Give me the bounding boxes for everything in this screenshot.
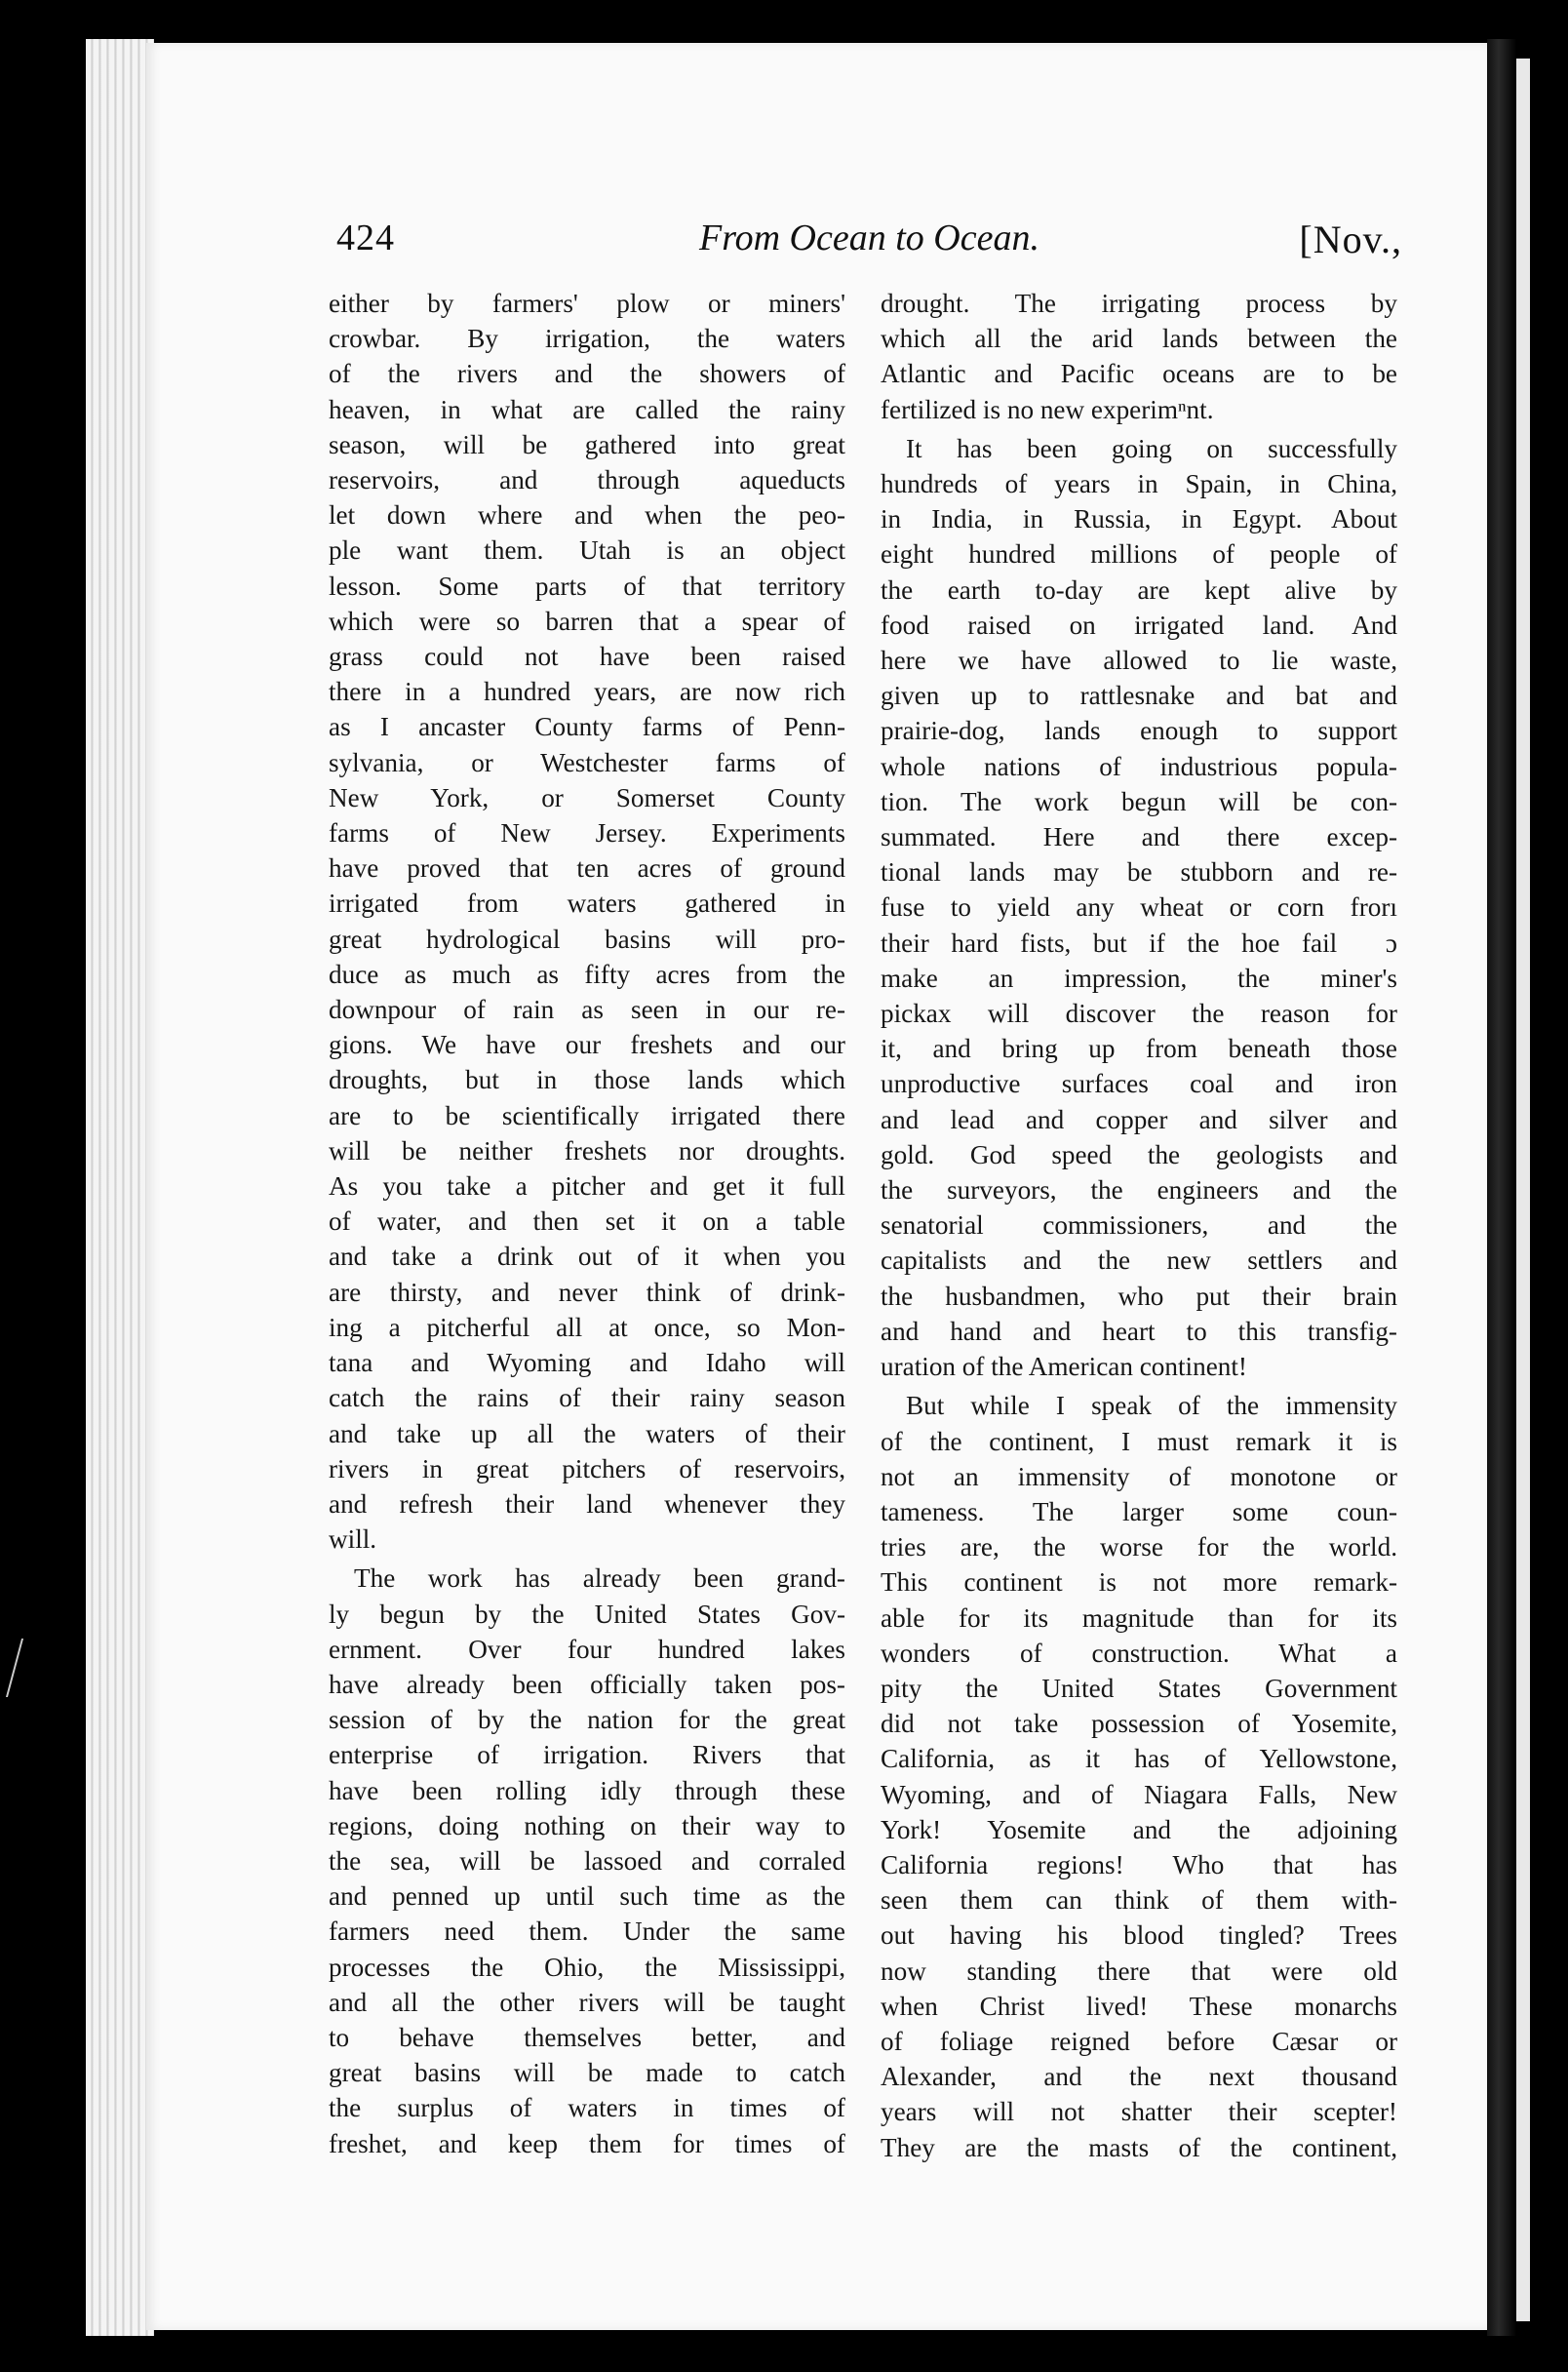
paragraph-start-line: But while I speak of the immensity — [906, 1391, 1397, 1421]
text-line: hundreds of years in Spain, in China, — [881, 469, 1397, 499]
text-line: tameness. The larger some coun- — [881, 1496, 1397, 1526]
text-line: and penned up until such time as the — [329, 1881, 845, 1912]
text-line: are to be scientifically irrigated there — [329, 1100, 845, 1130]
text-line: ly begun by the United States Gov- — [329, 1599, 845, 1629]
text-line: the surplus of waters in times of — [329, 2093, 845, 2123]
text-line: as I ancaster County farms of Penn- — [329, 712, 845, 742]
text-line: processes the Ohio, the Mississippi, — [329, 1952, 845, 1982]
text-line: enterprise of irrigation. Rivers that — [329, 1740, 845, 1770]
text-line: eight hundred millions of people of — [881, 539, 1397, 570]
text-line: make an impression, the miner's — [881, 963, 1397, 993]
text-line: which were so barren that a spear of — [329, 606, 845, 636]
text-line: pity the United States Government — [881, 1673, 1397, 1703]
text-line: senatorial commissioners, and the — [881, 1210, 1397, 1241]
text-line: grass could not have been raised — [329, 642, 845, 672]
text-line: either by farmers' plow or miners' — [329, 289, 845, 318]
text-line: and refresh their land whenever they — [329, 1488, 845, 1519]
text-line: have been rolling idly through these — [329, 1775, 845, 1805]
text-line: farmers need them. Under the same — [329, 1917, 845, 1947]
right-text-column — [881, 286, 1397, 2165]
text-line: ple want them. Utah is an object — [329, 535, 845, 566]
text-line: the surveyors, the engineers and the — [881, 1175, 1397, 1206]
page-stack-edge — [86, 39, 154, 2336]
text-line: session of by the nation for the great — [329, 1705, 845, 1735]
text-line: of water, and then set it on a table — [329, 1206, 845, 1237]
text-line: freshet, and keep them for times of — [329, 2128, 845, 2158]
text-line: heaven, in what are called the rainy — [329, 394, 845, 424]
text-line: California, as it has of Yellowstone, — [881, 1744, 1397, 1774]
text-line: to behave themselves better, and — [329, 2022, 845, 2052]
text-line: This continent is not more remark- — [881, 1567, 1397, 1598]
text-line: have already been officially taken pos- — [329, 1669, 845, 1699]
text-line: did not take possession of Yosemite, — [881, 1709, 1397, 1739]
text-line: of the continent, I must remark it is — [881, 1426, 1397, 1456]
paragraph-start-line: The work has already been grand- — [354, 1563, 845, 1594]
text-line: years will not shatter their scepter! — [881, 2097, 1397, 2127]
text-line: Atlantic and Pacific oceans are to be — [881, 359, 1397, 389]
left-text-column — [329, 286, 845, 2161]
text-line: New York, or Somerset County — [329, 782, 845, 812]
text-line: will. — [329, 1524, 377, 1555]
text-line: tries are, the worse for the world. — [881, 1532, 1397, 1562]
text-line: gold. God speed the geologists and — [881, 1139, 1397, 1169]
text-line: seen them can think of them with- — [881, 1885, 1397, 1916]
text-line: pickax will discover the reason for — [881, 999, 1397, 1029]
text-line: are thirsty, and never think of drink- — [329, 1277, 845, 1307]
text-line: of foliage reigned before Cæsar or — [881, 2026, 1397, 2056]
text-line: will be neither freshets nor droughts. — [329, 1135, 845, 1166]
text-line: uration of the American continent! — [881, 1352, 1247, 1382]
binding-shadow — [1487, 39, 1516, 2336]
text-line: farms of New Jersey. Experiments — [329, 818, 845, 849]
text-line: California regions! Who that has — [881, 1849, 1397, 1879]
text-line: and lead and copper and silver and — [881, 1104, 1397, 1134]
text-line: tana and Wyoming and Idaho will — [329, 1348, 845, 1378]
text-line: which all the arid lands between the — [881, 324, 1397, 354]
text-line: fuse to yield any wheat or corn frorı — [881, 892, 1397, 923]
text-line: the husbandmen, who put their brain — [881, 1281, 1397, 1311]
text-line: summated. Here and there excep- — [881, 822, 1397, 852]
text-line: capitalists and the new settlers and — [881, 1245, 1397, 1276]
text-line: lesson. Some parts of that territory — [329, 571, 845, 601]
text-line: let down where and when the peo- — [329, 500, 845, 531]
text-line: and hand and heart to this transfig- — [881, 1316, 1397, 1346]
text-line: of the rivers and the showers of — [329, 359, 845, 389]
text-line: great hydrological basins will pro- — [329, 924, 845, 954]
text-line: great basins will be made to catch — [329, 2058, 845, 2088]
text-line: downpour of rain as seen in our re- — [329, 995, 845, 1025]
text-line: not an immensity of monotone or — [881, 1461, 1397, 1491]
text-line: out having his blood tingled? Trees — [881, 1920, 1397, 1951]
text-line: their hard fists, but if the hoe fail ɔ — [881, 928, 1397, 958]
text-line: wonders of construction. What a — [881, 1638, 1397, 1668]
text-line: whole nations of industrious popula- — [881, 751, 1397, 781]
margin-mark — [6, 1639, 45, 1697]
text-line: food raised on irrigated land. And — [881, 610, 1397, 640]
text-line: the sea, will be lassoed and corraled — [329, 1845, 845, 1876]
text-line: Alexander, and the next thousand — [881, 2062, 1397, 2092]
text-line: tional lands may be stubborn and re- — [881, 857, 1397, 888]
text-line: drought. The irrigating process by — [881, 289, 1397, 318]
text-line: They are the masts of the continent, — [881, 2132, 1397, 2162]
text-line: now standing there that were old — [881, 1956, 1397, 1986]
text-line: here we have allowed to lie waste, — [881, 646, 1397, 676]
page-number: 424 — [336, 217, 395, 258]
running-date: [Nov., — [1299, 217, 1402, 261]
text-line: fertilized is no new experimⁿnt. — [881, 394, 1214, 424]
text-line: irrigated from waters gathered in — [329, 889, 845, 919]
text-line: in India, in Russia, in Egypt. About — [881, 504, 1397, 534]
text-line: As you take a pitcher and get it full — [329, 1171, 845, 1202]
text-line: catch the rains of their rainy season — [329, 1383, 845, 1413]
text-line: ernment. Over four hundred lakes — [329, 1634, 845, 1664]
text-line: able for its magnitude than for its — [881, 1602, 1397, 1633]
running-header — [336, 217, 1402, 265]
text-line: droughts, but in those lands which — [329, 1065, 845, 1095]
text-line: there in a hundred years, are now rich — [329, 677, 845, 707]
text-line: and all the other rivers will be taught — [329, 1987, 845, 2017]
text-line: have proved that ten acres of ground — [329, 853, 845, 884]
text-line: duce as much as fifty acres from the — [329, 959, 845, 989]
text-line: regions, doing nothing on their way to — [329, 1810, 845, 1840]
text-line: gions. We have our freshets and our — [329, 1030, 845, 1060]
text-line: it, and bring up from beneath those — [881, 1034, 1397, 1064]
text-line: crowbar. By irrigation, the waters — [329, 324, 845, 354]
paragraph-start-line: It has been going on successfully — [906, 433, 1397, 463]
text-line: given up to rattlesnake and bat and — [881, 681, 1397, 711]
text-line: reservoirs, and through aqueducts — [329, 465, 845, 495]
text-line: tion. The work begun will be con- — [881, 786, 1397, 816]
text-line: sylvania, or Westchester farms of — [329, 747, 845, 777]
running-title: From Ocean to Ocean. — [699, 217, 1039, 258]
text-line: rivers in great pitchers of reservoirs, — [329, 1453, 845, 1483]
facing-page-edge — [1516, 59, 1530, 2321]
text-line: the earth to-day are kept alive by — [881, 574, 1397, 605]
text-line: season, will be gathered into great — [329, 429, 845, 459]
text-line: prairie-dog, lands enough to support — [881, 716, 1397, 746]
text-line: York! Yosemite and the adjoining — [881, 1814, 1397, 1844]
text-line: ing a pitcherful all at once, so Mon- — [329, 1312, 845, 1342]
text-line: and take a drink out of it when you — [329, 1242, 845, 1272]
text-line: and take up all the waters of their — [329, 1418, 845, 1448]
text-line: Wyoming, and of Niagara Falls, New — [881, 1779, 1397, 1809]
text-line: when Christ lived! These monarchs — [881, 1991, 1397, 2021]
text-line: unproductive surfaces coal and iron — [881, 1069, 1397, 1099]
